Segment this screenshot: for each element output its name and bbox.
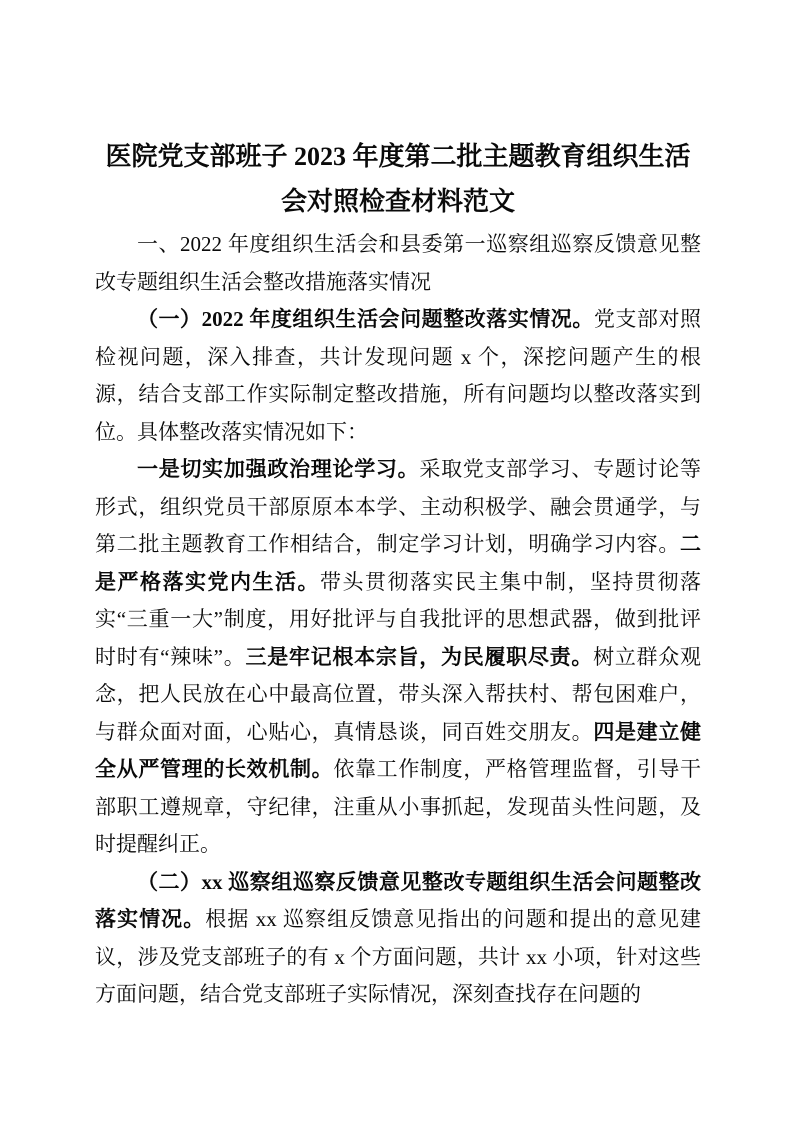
text-run: 树立群众观念，把人民放在心中最高位置，带头深入帮扶村、帮包困难户，与群众面对面，心贴心，真情恳谈，同百姓交朋友。: [95, 644, 701, 744]
paragraph: [95, 226, 701, 301]
paragraph: [95, 864, 701, 1014]
bold-text-run: 三是牢记根本宗旨，为民履职尽责。: [245, 644, 594, 669]
text-run: 依靠工作制度，严格管理监督，引导干部职工遵规章，守纪律，注重从小事抓起，发现苗头性问题，及时提醒纠正。: [95, 757, 702, 856]
text-run: 采取党支部学习、专题讨论等形式，组织党员干部原原本本学、主动积极学、融会贯通学，与第二批主题教育工作相结合，制定学习计划，明确学习内容。: [95, 457, 701, 556]
document-content: [95, 134, 701, 1014]
document-title: 医院党支部班子 2023 年度第二批主题教育组织生活会对照检查材料范文: [105, 142, 691, 216]
bold-text-run: 四是建立健全从严管理的长效机制。: [95, 719, 702, 781]
bold-text-run: （二）xx 巡察组巡察反馈意见整改专题组织生活会问题整改落实情况。: [95, 869, 701, 931]
document-body: [95, 226, 701, 1014]
text-run: 带头贯彻落实民主集中制，坚持贯彻落实“三重一大”制度，用好批评与自我批评的思想武器，做到批评时时有“辣味”。: [95, 569, 701, 669]
text-run: 党支部对照检视问题，深入排查，共计发现问题 x 个，深挖问题产生的根源，结合支部工作实际制定整改措施，所有问题均以整改落实到位。具体整改落实情况如下：: [95, 307, 701, 444]
bold-text-run: 二是严格落实党内生活。: [95, 532, 701, 594]
bold-text-run: （一）2022 年度组织生活会问题整改落实情况。: [137, 307, 594, 331]
bold-text-run: 一是切实加强政治理论学习。: [137, 457, 420, 481]
paragraph: [95, 451, 701, 864]
text-run: 根据 xx 巡察组反馈意见指出的问题和提出的意见建议，涉及党支部班子的有 x 个方面问题，共计 xx 小项，针对这些方面问题，结合党支部班子实际情况，深刻查找存在问题的: [95, 907, 702, 1006]
text-run: 一、2022 年度组织生活会和县委第一巡察组巡察反馈意见整改专题组织生活会整改措施落实情况: [95, 232, 701, 294]
paragraph: [95, 301, 701, 451]
